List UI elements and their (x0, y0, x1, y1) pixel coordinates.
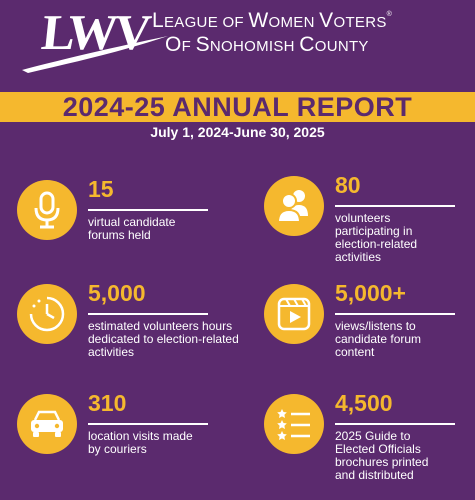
divider (335, 205, 455, 207)
car-icon (17, 394, 77, 454)
stat-value: 5,000 (88, 280, 146, 306)
microphone-icon (17, 180, 77, 240)
divider (88, 423, 208, 425)
people-icon (264, 176, 324, 236)
lwv-logo: LWV (39, 4, 151, 60)
star-list-icon (264, 394, 324, 454)
org-name-line2: OF SNOHOMISH COUNTY (165, 33, 369, 56)
stat-value: 310 (88, 390, 127, 416)
stat-description: 2025 Guide to Elected Officials brochures printed and distributed (335, 429, 429, 482)
stat-description: views/listens to candidate forum content (335, 319, 422, 359)
stat-value: 5,000+ (335, 280, 406, 306)
video-play-icon (264, 284, 324, 344)
stat-description: volunteers participating in election-related activities (335, 211, 418, 264)
org-name-line1: LEAGUE OF WOMEN VOTERS® (152, 9, 393, 32)
stat-value: 4,500 (335, 390, 393, 416)
stat-description: location visits made by couriers (88, 429, 193, 456)
report-date-range: July 1, 2024-June 30, 2025 (150, 124, 325, 140)
stat-description: estimated volunteers hours dedicated to election-related activities (88, 319, 239, 359)
stat-value: 80 (335, 172, 361, 198)
stat-description: virtual candidate forums held (88, 215, 176, 242)
stat-value: 15 (88, 176, 114, 202)
clock-icon (17, 284, 77, 344)
divider (335, 313, 455, 315)
divider (335, 423, 455, 425)
header (0, 0, 475, 86)
divider (88, 209, 208, 211)
report-title: 2024-25 ANNUAL REPORT (62, 92, 413, 122)
divider (88, 313, 208, 315)
